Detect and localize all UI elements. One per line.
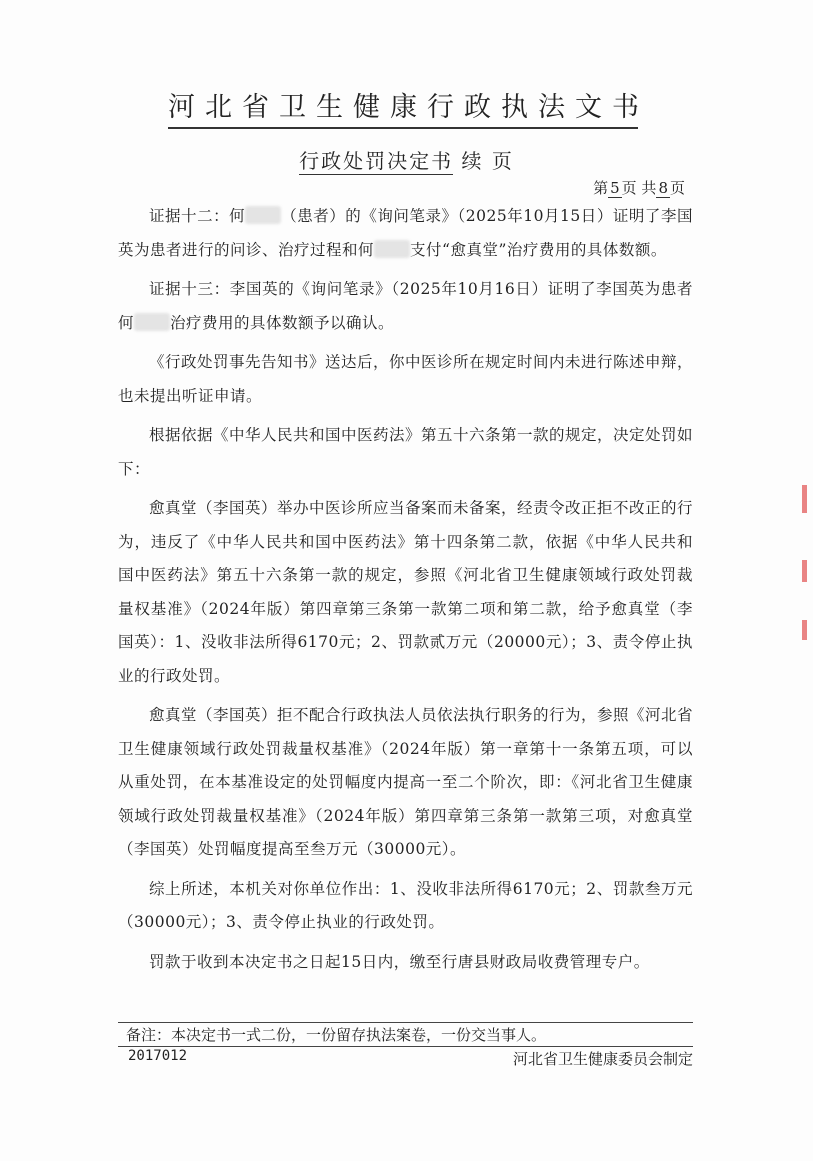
page-total: 8 (658, 179, 668, 197)
paragraph-basis: 根据依据《中华人民共和国中医药法》第五十六条第一款的规定，决定处罚如下： (118, 426, 694, 478)
page-current: 5 (610, 179, 620, 197)
paragraph-penalty-2: 愈真堂（李国英）拒不配合行政执法人员依法执行职务的行为，参照《河北省卫生健康领域行政处罚裁量权基准》（2024年版）第一章第十一条第五项，可以从重处罚，在本基准设定的处罚幅度内提高一至二个阶次，即：《河北省卫生健康领域行政处罚裁量权基准》（2024年版）第四章第三条第一款第三项，对愈真堂（李国英）处罚幅度提高至叁万元（30000元）。 (118, 706, 694, 858)
document-body (118, 200, 693, 985)
seal-edge-mark (802, 485, 807, 513)
form-code: 2017012 (128, 1048, 188, 1064)
footer-divider-bottom (118, 1046, 693, 1047)
paragraph-notice: 《行政处罚事先告知书》送达后，你中医诊所在规定时间内未进行陈述申辩，也未提出听证申请。 (118, 353, 694, 405)
agency-title: 河北省卫生健康行政执法文书 (168, 85, 638, 129)
document-title-main: 行政处罚决定书 (299, 149, 454, 173)
document-title-suffix: 续 页 (461, 149, 514, 173)
evidence-12-part-a: 证据十二：何 (149, 207, 246, 225)
evidence-13-part-a: 证据十三：李国英的《询问笔录》（2025年10月16日）证明了李国英为患者何 (118, 280, 693, 332)
paragraph-penalty-1: 愈真堂（李国英）举办中医诊所应当备案而未备案，经责令改正拒不改正的行为，违反了《中华人民共和国中医药法》第十四条第二款，依据《中华人民共和国中医药法》第五十六条第一款的规定，参照《河北省卫生健康领域行政处罚裁量权基准》（2024年版）第四章第三条第一款第二项和第二款，给予愈真堂（李国英）：1、没收非法所得6170元；2、罚款贰万元（20000元）；3、责令停止执业的行政处罚。 (118, 499, 694, 685)
paragraph-summary: 综上所述，本机关对你单位作出：1、没收非法所得6170元；2、罚款叁万元（30000元）；3、责令停止执业的行政处罚。 (118, 879, 693, 931)
redacted-name (245, 206, 281, 224)
page-mid: 页 共 (621, 179, 657, 197)
redacted-name (374, 240, 410, 258)
page-prefix: 第 (593, 179, 609, 197)
footer-note: 备注：本决定书一式二份，一份留存执法案卷，一份交当事人。 (126, 1026, 547, 1044)
evidence-12-part-b: （患者）的《询问笔录》（2025年10月15日）证明了李国英为患者进行的问诊、治疗过程和何 (118, 207, 693, 259)
paragraph-payment: 罚款于收到本决定书之日起15日内，缴至行唐县财政局收费管理专户。 (149, 952, 650, 971)
paragraph-evidence-12 (118, 200, 693, 267)
evidence-13-part-b: 治疗费用的具体数额予以确认。 (170, 313, 395, 332)
paragraph-evidence-13 (118, 273, 693, 340)
page-number (593, 177, 685, 198)
footer-divider-top (118, 1022, 693, 1023)
page-suffix: 页 (669, 179, 685, 197)
evidence-12-part-c: 支付“愈真堂”治疗费用的具体数额。 (410, 240, 667, 259)
form-maker: 河北省卫生健康委员会制定 (512, 1050, 693, 1068)
seal-edge-mark (802, 620, 807, 640)
document-title (0, 145, 813, 174)
redacted-name (134, 313, 170, 331)
seal-edge-mark (802, 560, 807, 582)
